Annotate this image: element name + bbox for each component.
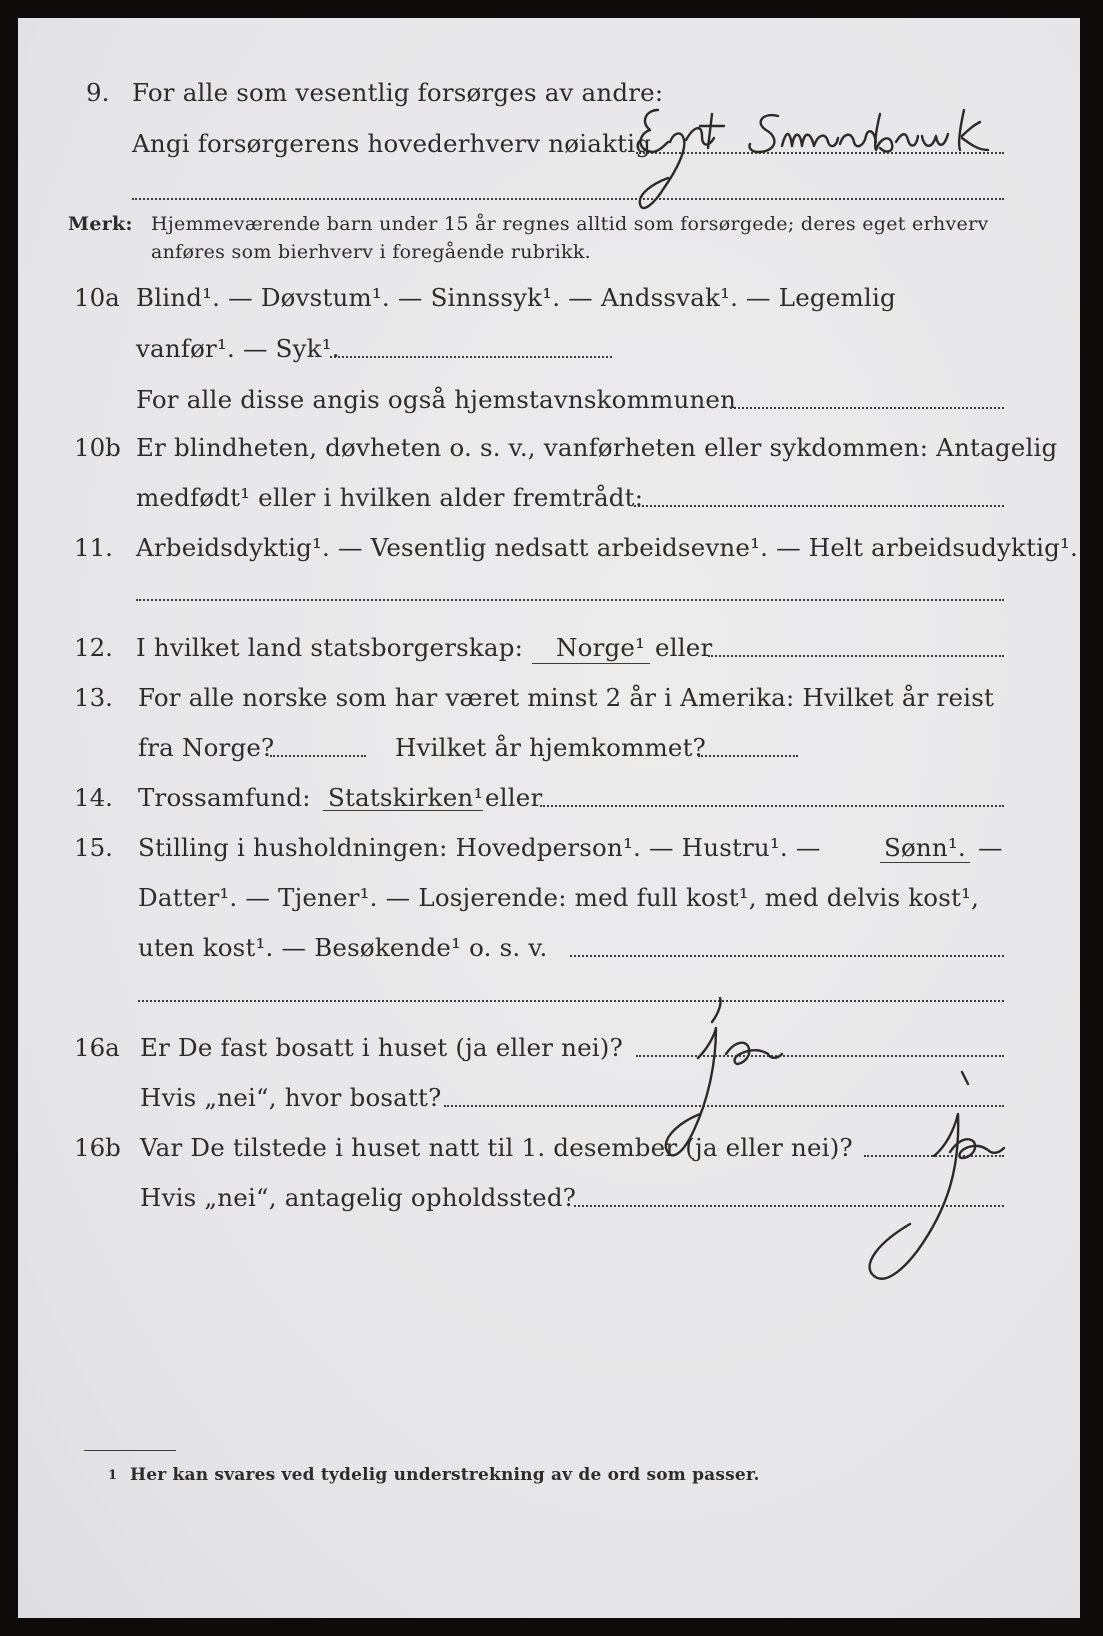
q16b-line1: Var De tilstede i huset natt til 1. desember (ja eller nei)?: [140, 1133, 853, 1162]
q12-number: 12.: [74, 633, 113, 662]
merk-label: Merk:: [68, 213, 133, 235]
merk-line2: anføres som bierhverv i foregående rubrikk.: [151, 241, 591, 263]
q10b-line1: Er blindheten, døvheten o. s. v., vanførheten eller sykdommen: Antagelig: [136, 433, 1058, 462]
handwriting-layer: [18, 18, 1080, 1618]
q14-suffix: eller: [485, 783, 543, 812]
q15-line3: uten kost¹. — Besøkende¹ o. s. v.: [138, 933, 548, 962]
q14-number: 14.: [74, 783, 113, 812]
q15-line2: Datter¹. — Tjener¹. — Losjerende: med full kost¹, med delvis kost¹,: [138, 883, 980, 912]
q12-prefix: I hvilket land statsborgerskap:: [136, 633, 524, 662]
q14-prefix: Trossamfund:: [138, 783, 311, 812]
q9-line1: For alle som vesentlig forsørges av andre:: [132, 78, 664, 107]
q15-number: 15.: [74, 833, 113, 862]
q10b-line2: medfødt¹ eller i hvilken alder fremtrådt:: [136, 483, 644, 512]
q14-statskirken-option: Statskirken¹: [328, 783, 484, 812]
q13-number: 13.: [74, 683, 113, 712]
q10a-line1: Blind¹. — Døvstum¹. — Sinnssyk¹. — Andssvak¹. — Legemlig: [136, 283, 896, 312]
q11-number: 11.: [74, 533, 113, 562]
q15-line1-suffix: —: [978, 833, 1003, 862]
q12-norge-option: Norge¹: [556, 633, 646, 662]
q10a-number: 10a: [74, 283, 120, 312]
q15-line1-prefix: Stilling i husholdningen: Hovedperson¹. — Hustru¹. —: [138, 833, 821, 862]
q16b-line2: Hvis „nei“, antagelig opholdssted?: [140, 1183, 577, 1212]
q9-number: 9.: [86, 78, 110, 107]
q10a-line3: For alle disse angis også hjemstavnskommunen: [136, 385, 737, 414]
q13-line2b: Hvilket år hjemkommet?: [395, 733, 707, 762]
q16b-number: 16b: [74, 1133, 121, 1162]
q13-line2a: fra Norge?: [138, 733, 275, 762]
census-form-page: [18, 18, 1080, 1618]
q16a-handwritten-answer: [666, 998, 782, 1155]
q16a-line1: Er De fast bosatt i huset (ja eller nei)?: [140, 1033, 623, 1062]
footnote-text: Her kan svares ved tydelig understrekning av de ord som passer.: [130, 1465, 760, 1485]
q15-sonn-option: Sønn¹.: [884, 833, 966, 862]
q16b-handwritten-answer: [870, 1072, 1004, 1279]
q10a-line2: vanfør¹. — Syk¹.: [136, 334, 340, 363]
q16a-number: 16a: [74, 1033, 120, 1062]
q16a-line2: Hvis „nei“, hvor bosatt?: [140, 1083, 442, 1112]
q9-line2: Angi forsørgerens hovederhverv nøiaktig: [132, 129, 652, 158]
merk-line1: Hjemmeværende barn under 15 år regnes alltid som forsørgede; deres eget erhverv: [151, 213, 989, 235]
q12-suffix: eller: [655, 633, 713, 662]
q10b-number: 10b: [74, 433, 121, 462]
q9-handwritten-answer: [640, 110, 988, 208]
footnote-mark: 1: [108, 1468, 118, 1483]
q11-line1: Arbeidsdyktig¹. — Vesentlig nedsatt arbeidsevne¹. — Helt arbeidsudyktig¹.: [136, 533, 1079, 562]
q13-line1: For alle norske som har været minst 2 år i Amerika: Hvilket år reist: [138, 683, 995, 712]
